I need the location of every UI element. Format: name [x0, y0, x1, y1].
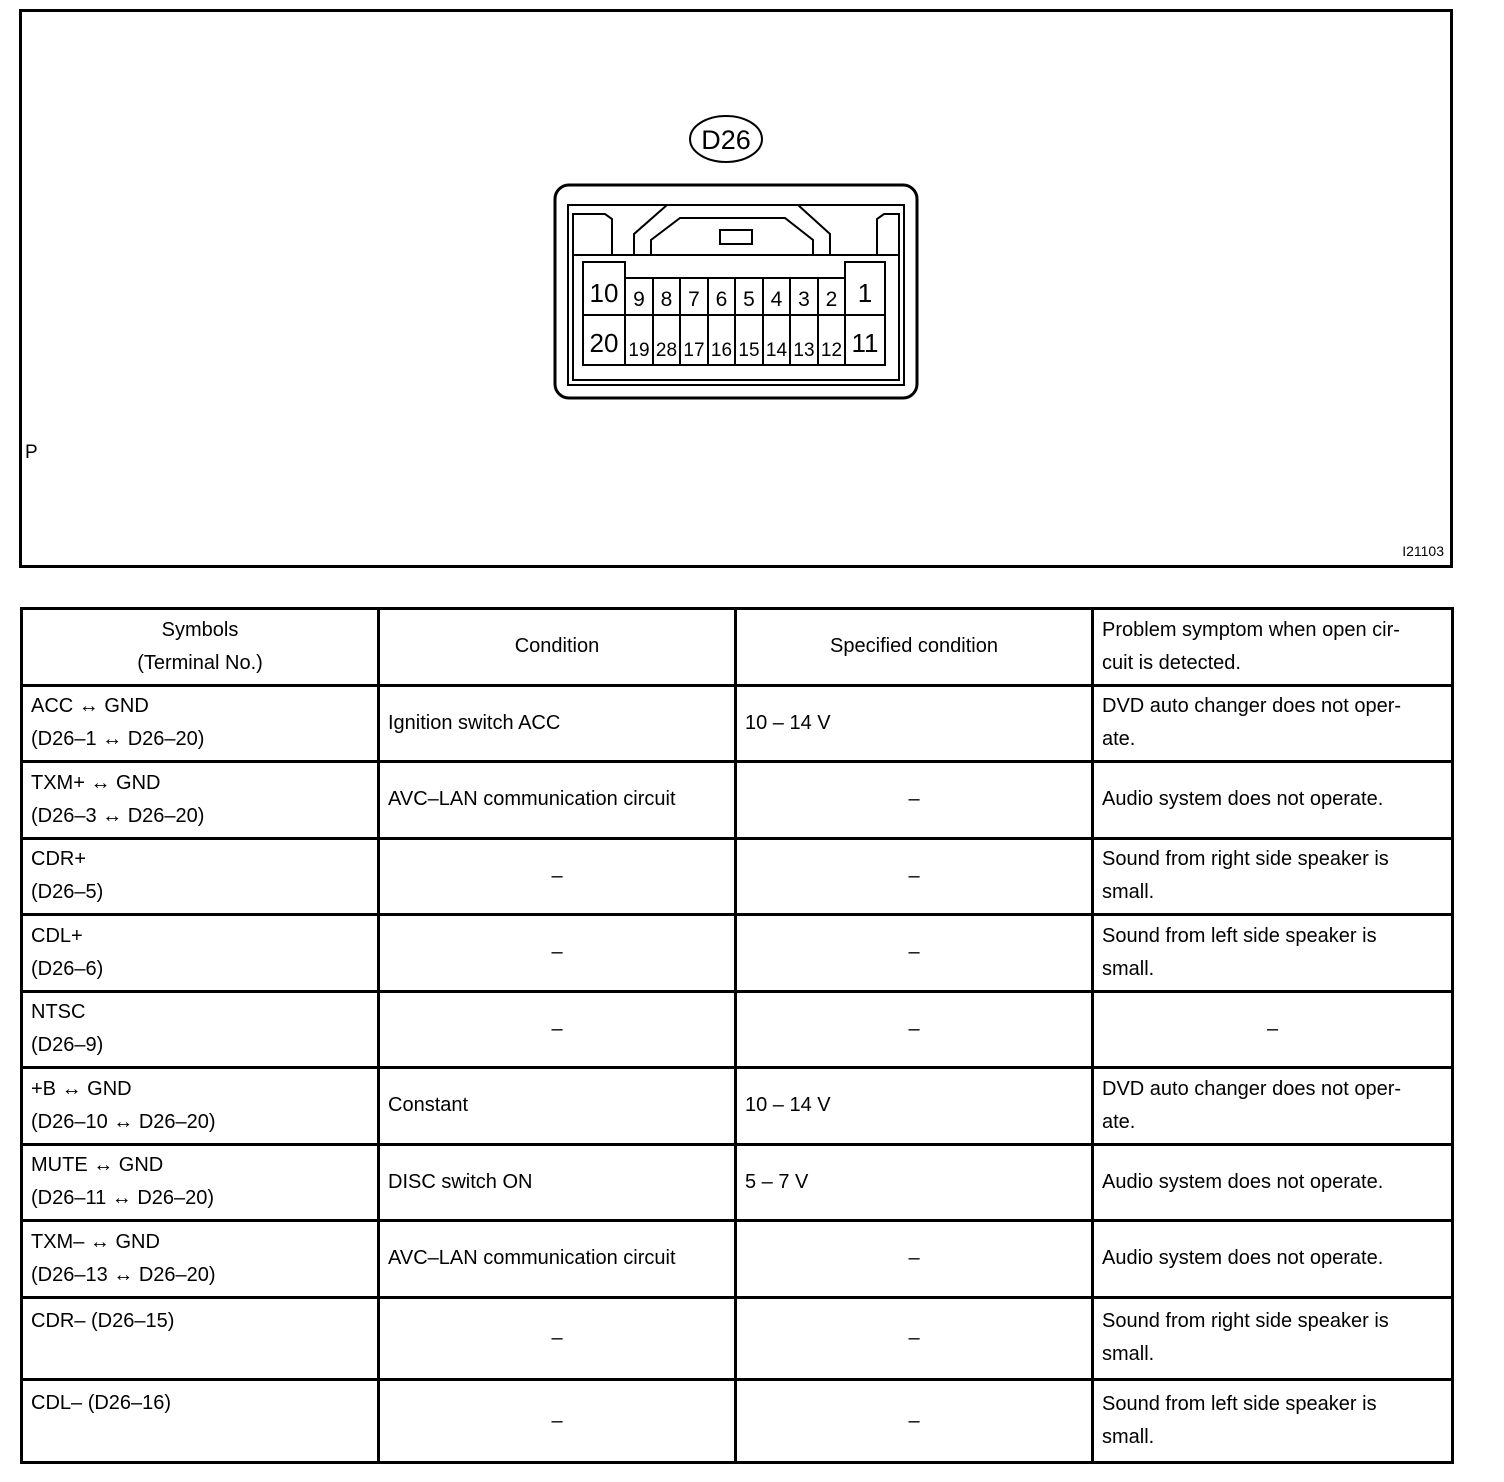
- right-lug: [877, 214, 899, 255]
- terminal-number: 19: [628, 340, 650, 361]
- terminal-number: 16: [710, 340, 733, 361]
- terminal-number: 17: [683, 340, 705, 361]
- cell-problem-symptom: Audio system does not operate.: [1093, 762, 1453, 839]
- cell-condition: Ignition switch ACC: [379, 685, 736, 762]
- terminal-number: 14: [765, 340, 788, 361]
- cell-condition: AVC–LAN communication circuit: [379, 762, 736, 839]
- figure-id: I21103: [1402, 543, 1444, 559]
- table-row: [22, 1221, 1453, 1298]
- terminal-number: 11: [851, 328, 879, 358]
- terminal-number: 5: [743, 288, 755, 311]
- lock-window: [720, 230, 752, 244]
- terminal-number: 10: [589, 278, 619, 308]
- cell-specified-condition: –: [736, 1297, 1093, 1380]
- cell-symbols: TXM+ ↔ GND (D26–3 ↔ D26–20): [22, 762, 379, 839]
- cell-problem-symptom: Sound from left side speaker is small.: [1093, 1380, 1453, 1463]
- table-row: [22, 1297, 1453, 1380]
- cell-condition: –: [379, 915, 736, 992]
- header-symbols: Symbols (Terminal No.): [22, 609, 379, 686]
- terminal-number: 8: [660, 288, 673, 311]
- cell-problem-symptom: Sound from right side speaker is small.: [1093, 1297, 1453, 1380]
- cell-condition: –: [379, 838, 736, 915]
- table-row: [22, 762, 1453, 839]
- terminal-number: 20: [589, 328, 619, 358]
- cell-symbols: CDL– (D26–16): [22, 1380, 379, 1463]
- cell-specified-condition: –: [736, 838, 1093, 915]
- terminal-grid: [583, 262, 885, 365]
- cell-specified-condition: –: [736, 915, 1093, 992]
- cell-specified-condition: –: [736, 1221, 1093, 1298]
- cell-problem-symptom: Sound from left side speaker is small.: [1093, 915, 1453, 992]
- cell-symbols: NTSC (D26–9): [22, 991, 379, 1068]
- cell-problem-symptom: Audio system does not operate.: [1093, 1221, 1453, 1298]
- header-specified-condition: Specified condition: [736, 609, 1093, 686]
- cell-specified-condition: –: [736, 1380, 1093, 1463]
- locking-tab-inner: [651, 218, 813, 255]
- terminal-number: 2: [825, 288, 838, 311]
- terminal-number: 13: [793, 340, 815, 361]
- connector-label: D26: [701, 125, 751, 155]
- terminal-number: 4: [770, 288, 783, 311]
- terminal-number: 1: [857, 278, 873, 308]
- cell-symbols: TXM– ↔ GND (D26–13 ↔ D26–20): [22, 1221, 379, 1298]
- cell-symbols: +B ↔ GND (D26–10 ↔ D26–20): [22, 1068, 379, 1145]
- table-row: [22, 838, 1453, 915]
- cell-problem-symptom: DVD auto changer does not oper- ate.: [1093, 685, 1453, 762]
- cell-specified-condition: –: [736, 762, 1093, 839]
- cell-symbols: CDR+ (D26–5): [22, 838, 379, 915]
- cell-problem-symptom: –: [1093, 991, 1453, 1068]
- table-row: [22, 1144, 1453, 1221]
- table-header-row: [22, 609, 1453, 686]
- cell-specified-condition: –: [736, 991, 1093, 1068]
- cell-symbols: ACC ↔ GND (D26–1 ↔ D26–20): [22, 685, 379, 762]
- cell-condition: Constant: [379, 1068, 736, 1145]
- side-mark: P: [25, 442, 38, 463]
- terminal-number: 6: [715, 288, 728, 311]
- cell-condition: –: [379, 991, 736, 1068]
- left-lug: [573, 214, 612, 255]
- cell-problem-symptom: Audio system does not operate.: [1093, 1144, 1453, 1221]
- cell-problem-symptom: DVD auto changer does not oper- ate.: [1093, 1068, 1453, 1145]
- terminal-number: 15: [738, 340, 760, 361]
- cell-symbols: CDR– (D26–15): [22, 1297, 379, 1380]
- terminal-number: 9: [633, 288, 645, 311]
- cell-specified-condition: 10 – 14 V: [736, 1068, 1093, 1145]
- connector-d26-drawing: [22, 12, 1450, 565]
- table-row: [22, 685, 1453, 762]
- header-condition: Condition: [379, 609, 736, 686]
- cell-problem-symptom: Sound from right side speaker is small.: [1093, 838, 1453, 915]
- table-row: [22, 1068, 1453, 1145]
- table-row: [22, 991, 1453, 1068]
- cell-condition: DISC switch ON: [379, 1144, 736, 1221]
- cell-specified-condition: 5 – 7 V: [736, 1144, 1093, 1221]
- connector-diagram-panel: [19, 9, 1453, 568]
- cell-condition: –: [379, 1380, 736, 1463]
- terminal-spec-table: [20, 607, 1454, 1464]
- terminal-number: 12: [820, 340, 843, 361]
- cell-symbols: CDL+ (D26–6): [22, 915, 379, 992]
- cell-specified-condition: 10 – 14 V: [736, 685, 1093, 762]
- table-row: [22, 1380, 1453, 1463]
- cell-symbols: MUTE ↔ GND (D26–11 ↔ D26–20): [22, 1144, 379, 1221]
- terminal-number: 7: [688, 288, 700, 311]
- table-row: [22, 915, 1453, 992]
- cell-condition: –: [379, 1297, 736, 1380]
- header-problem-symptom: Problem symptom when open cir- cuit is detected.: [1093, 609, 1453, 686]
- terminal-number: 28: [655, 340, 678, 361]
- terminal-number: 3: [798, 288, 810, 311]
- cell-condition: AVC–LAN communication circuit: [379, 1221, 736, 1298]
